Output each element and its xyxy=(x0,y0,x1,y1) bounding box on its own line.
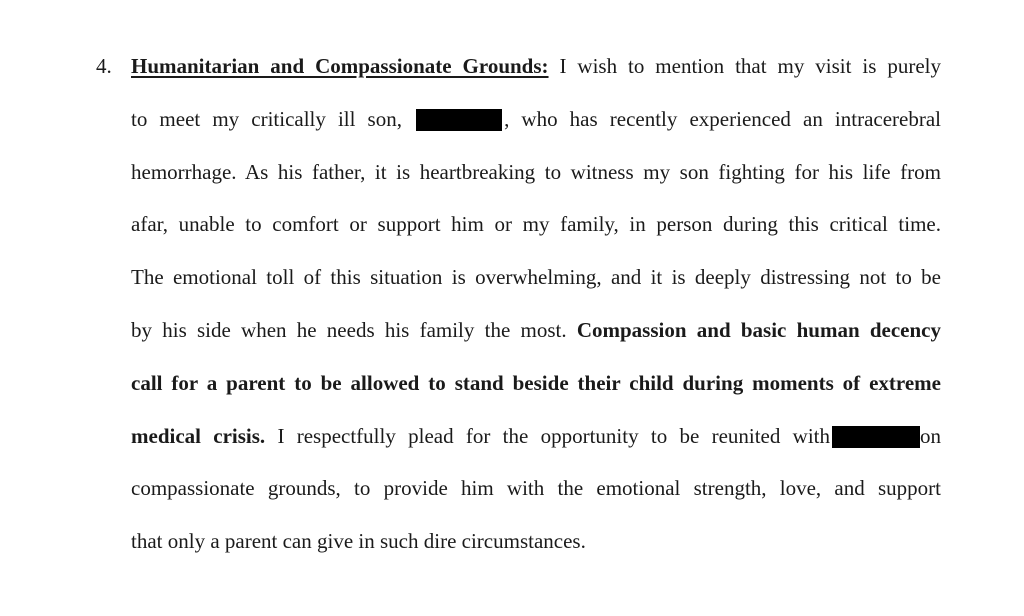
text-line-5: The emotional toll of this situation is overwhelming, and it is deeply distressing not to be xyxy=(131,265,941,290)
section-heading: Humanitarian and Compassionate Grounds: xyxy=(131,54,549,78)
text-line-6 xyxy=(131,316,941,369)
bold-text-run: Compassion and basic human decency xyxy=(576,317,942,342)
text-line-3: hemorrhage. As his father, it is heartbreaking to witness my son fighting for his life from xyxy=(131,159,941,184)
paragraph xyxy=(131,52,941,580)
text-run: , who has recently experienced an intracerebral xyxy=(504,106,941,131)
text-line-8 xyxy=(131,422,941,475)
redaction-block xyxy=(416,109,502,131)
text-line-10: that only a parent can give in such dire circumstances. xyxy=(131,529,586,554)
text-run: by his side when he needs his family the most. xyxy=(131,317,577,342)
text-run: I respectfully plead for the opportunity to be reunited with xyxy=(265,423,830,448)
redaction-block xyxy=(832,426,920,448)
text-line-7: call for a parent to be allowed to stand beside their child during moments of extreme xyxy=(131,370,941,395)
text-run: I wish to mention that my visit is purely xyxy=(548,54,941,78)
text-run: on xyxy=(920,423,941,448)
text-run: to meet my critically ill son, xyxy=(131,106,402,131)
text-line-9: compassionate grounds, to provide him with the emotional strength, love, and support xyxy=(131,476,941,501)
text-line-2 xyxy=(131,105,941,158)
bold-text-run: medical crisis. xyxy=(131,423,266,448)
list-item-number: 4. xyxy=(96,54,112,78)
text-line-1 xyxy=(131,52,941,105)
text-line-4: afar, unable to comfort or support him or my family, in person during this critical time. xyxy=(131,212,941,237)
